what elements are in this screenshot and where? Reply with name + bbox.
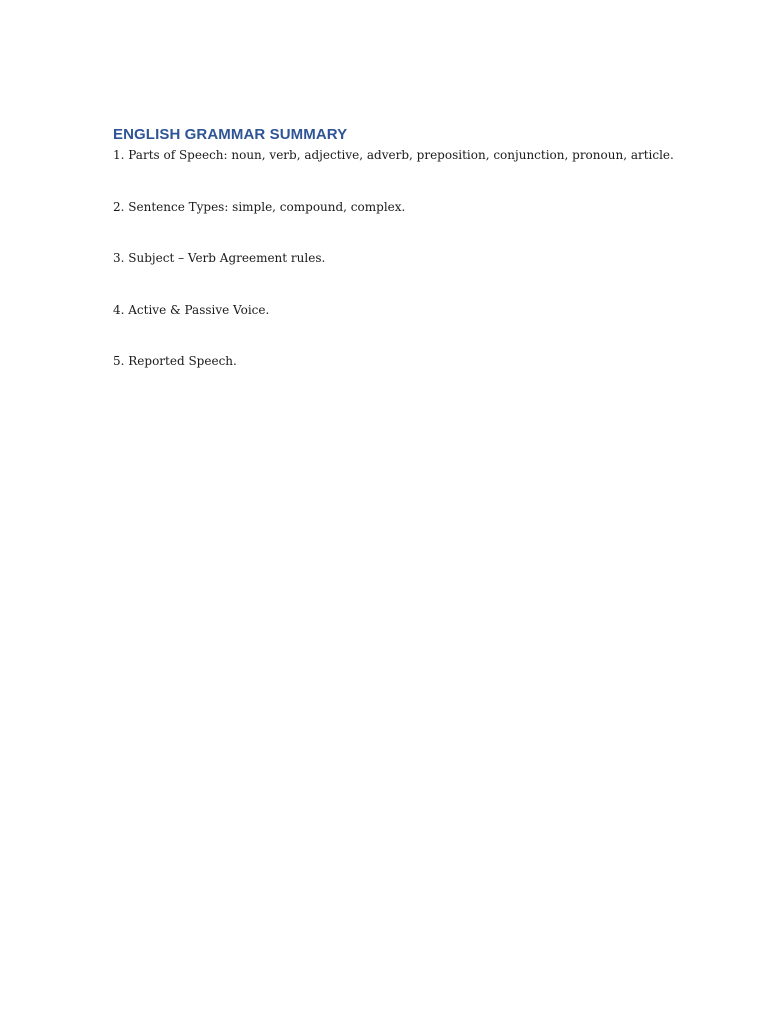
summary-item-reported-speech: 5. Reported Speech. <box>113 354 237 368</box>
document-title: ENGLISH GRAMMAR SUMMARY <box>113 126 348 143</box>
summary-item-sentence-types: 2. Sentence Types: simple, compound, complex. <box>113 199 406 214</box>
summary-item-subject-verb-agreement: 3. Subject – Verb Agreement rules. <box>113 251 326 265</box>
document-body <box>113 124 713 404</box>
summary-list <box>113 146 713 370</box>
summary-item-active-passive-voice: 4. Active & Passive Voice. <box>113 302 270 317</box>
summary-item-parts-of-speech: 1. Parts of Speech: noun, verb, adjective, adverb, preposition, conjunction, pronoun, article. <box>113 148 674 162</box>
